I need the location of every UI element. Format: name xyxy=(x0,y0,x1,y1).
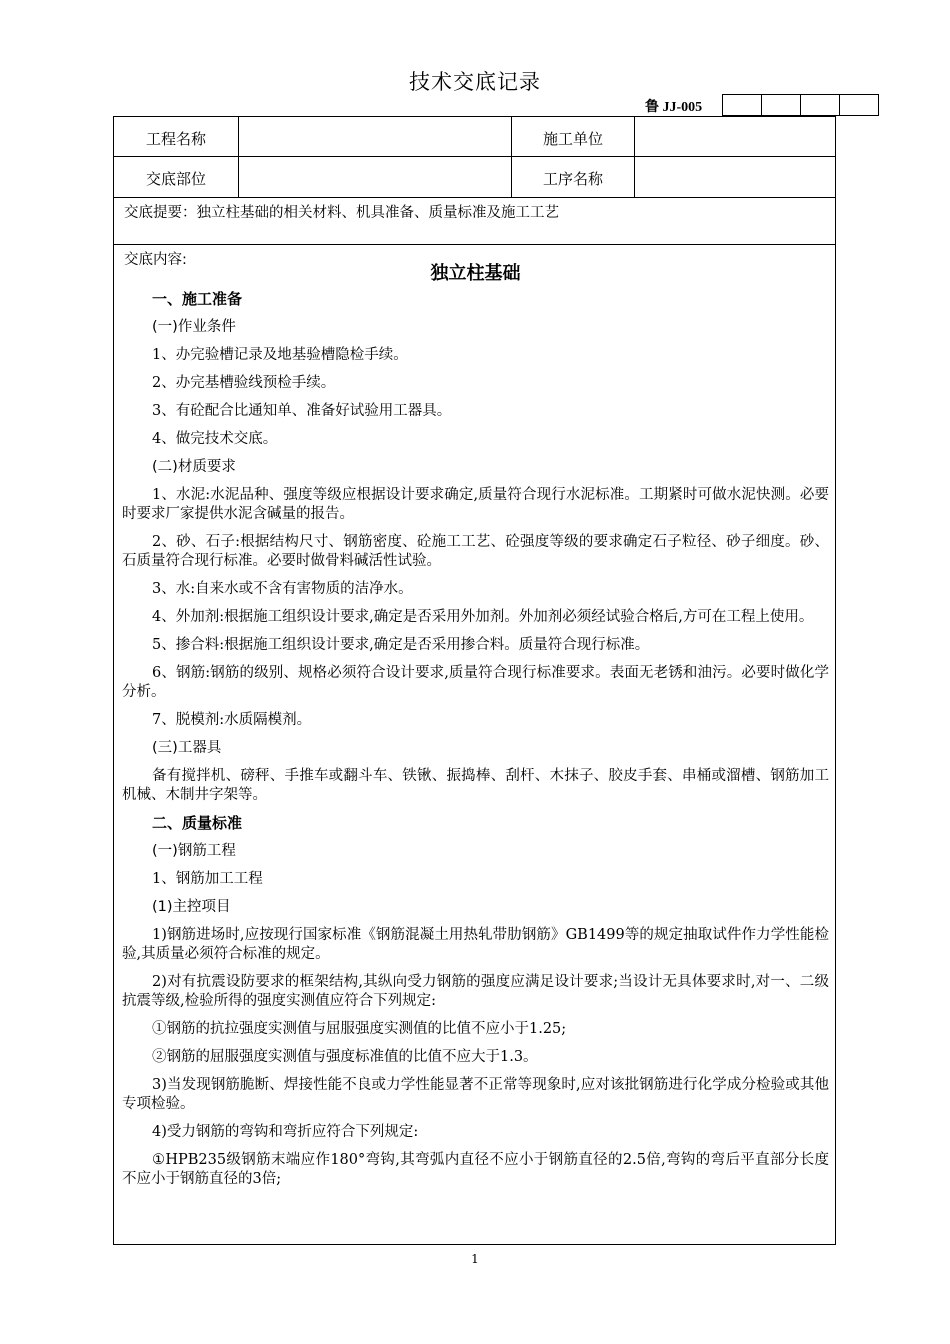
paragraph: 1、水泥:水泥品种、强度等级应根据设计要求确定,质量符合现行水泥标准。工期紧时可做水泥快测。必要时要求厂家提供水泥含碱量的报告。 xyxy=(122,487,829,522)
paragraph: 1)钢筋进场时,应按现行国家标准《钢筋混凝土用热轧带肋钢筋》GB1499等的规定抽取试件作力学性能检验,其质量必须符合标准的规定。 xyxy=(122,927,829,962)
project-name-label: 工程名称 xyxy=(145,130,206,148)
form-code: 鲁 JJ-005 xyxy=(645,100,703,115)
paragraph: 1、办完验槽记录及地基验槽隐检手续。 xyxy=(152,347,408,363)
page-number: 1 xyxy=(471,1252,479,1266)
subsection-heading: (一)钢筋工程 xyxy=(152,843,236,859)
paragraph: 4、外加剂:根据施工组织设计要求,确定是否采用外加剂。外加剂必须经试验合格后,方可在工程上使用。 xyxy=(152,609,814,625)
content-label: 交底内容: xyxy=(124,252,187,268)
column-divider xyxy=(634,117,635,197)
paragraph: 4)受力钢筋的弯钩和弯折应符合下列规定: xyxy=(152,1124,419,1140)
form-number-boxes xyxy=(722,94,879,116)
paragraph: ①钢筋的抗拉强度实测值与屈服强度实测值的比值不应小于1.25; xyxy=(152,1021,567,1037)
row-divider xyxy=(114,156,835,157)
paragraph: 3、水:自来水或不含有害物质的洁净水。 xyxy=(152,581,413,597)
paragraph: 2、砂、石子:根据结构尺寸、钢筋密度、砼施工工艺、砼强度等级的要求确定石子粒径、砂子细度。砂、石质量符合现行标准。必要时做骨料碱活性试验。 xyxy=(122,534,829,569)
section-heading: 二、质量标准 xyxy=(152,814,243,832)
paragraph: 4、做完技术交底。 xyxy=(152,431,278,447)
paragraph: 2、办完基槽验线预检手续。 xyxy=(152,375,336,391)
number-box xyxy=(839,94,879,116)
paragraph: 2)对有抗震设防要求的框架结构,其纵向受力钢筋的强度应满足设计要求;当设计无具体要求时,对一、二级抗震等级,检验所得的强度实测值应符合下列规定: xyxy=(122,974,829,1009)
construction-unit-label: 施工单位 xyxy=(542,130,603,148)
section-title: 独立柱基础 xyxy=(430,263,521,284)
paragraph: ②钢筋的屈服强度实测值与强度标准值的比值不应大于1.3。 xyxy=(152,1049,538,1065)
number-box xyxy=(761,94,801,116)
subsection-heading: (1)主控项目 xyxy=(152,899,231,915)
row-divider xyxy=(114,244,835,245)
disclosure-part-label: 交底部位 xyxy=(145,170,206,188)
paragraph: 7、脱模剂:水质隔模剂。 xyxy=(152,712,312,728)
paragraph-list xyxy=(122,290,829,1189)
column-divider xyxy=(238,117,239,197)
section-heading: 一、施工准备 xyxy=(152,290,243,308)
paragraph: 6、钢筋:钢筋的级别、规格必须符合设计要求,质量符合现行标准要求。表面无老锈和油污。必要时做化学分析。 xyxy=(122,665,829,700)
disclosure-content xyxy=(122,264,829,1198)
process-name-label: 工序名称 xyxy=(542,170,603,188)
disclosure-summary: 交底提要：独立柱基础的相关材料、机具准备、质量标准及施工工艺 xyxy=(124,205,559,221)
paragraph: 1、钢筋加工工程 xyxy=(152,871,263,887)
paragraph: ①HPB235级钢筋末端应作180°弯钩,其弯弧内直径不应小于钢筋直径的2.5倍,弯钩的弯后平直部分长度不应小于钢筋直径的3倍; xyxy=(122,1152,829,1187)
paragraph: 3)当发现钢筋脆断、焊接性能不良或力学性能显著不正常等现象时,应对该批钢筋进行化学成分检验或其他专项检验。 xyxy=(122,1077,829,1112)
paragraph: 5、掺合料:根据施工组织设计要求,确定是否采用掺合料。质量符合现行标准。 xyxy=(152,637,650,653)
subsection-heading: (三)工器具 xyxy=(152,740,222,756)
number-box xyxy=(722,94,762,116)
paragraph: 备有搅拌机、磅秤、手推车或翻斗车、铁锹、振捣棒、刮杆、木抹子、胶皮手套、串桶或溜槽、钢筋加工机械、木制井字架等。 xyxy=(122,768,829,803)
document-title: 技术交底记录 xyxy=(409,70,541,94)
number-box xyxy=(800,94,840,116)
row-divider xyxy=(114,197,835,198)
subsection-heading: (二)材质要求 xyxy=(152,459,236,475)
subsection-heading: (一)作业条件 xyxy=(152,319,236,335)
paragraph: 3、有砼配合比通知单、准备好试验用工器具。 xyxy=(152,403,452,419)
